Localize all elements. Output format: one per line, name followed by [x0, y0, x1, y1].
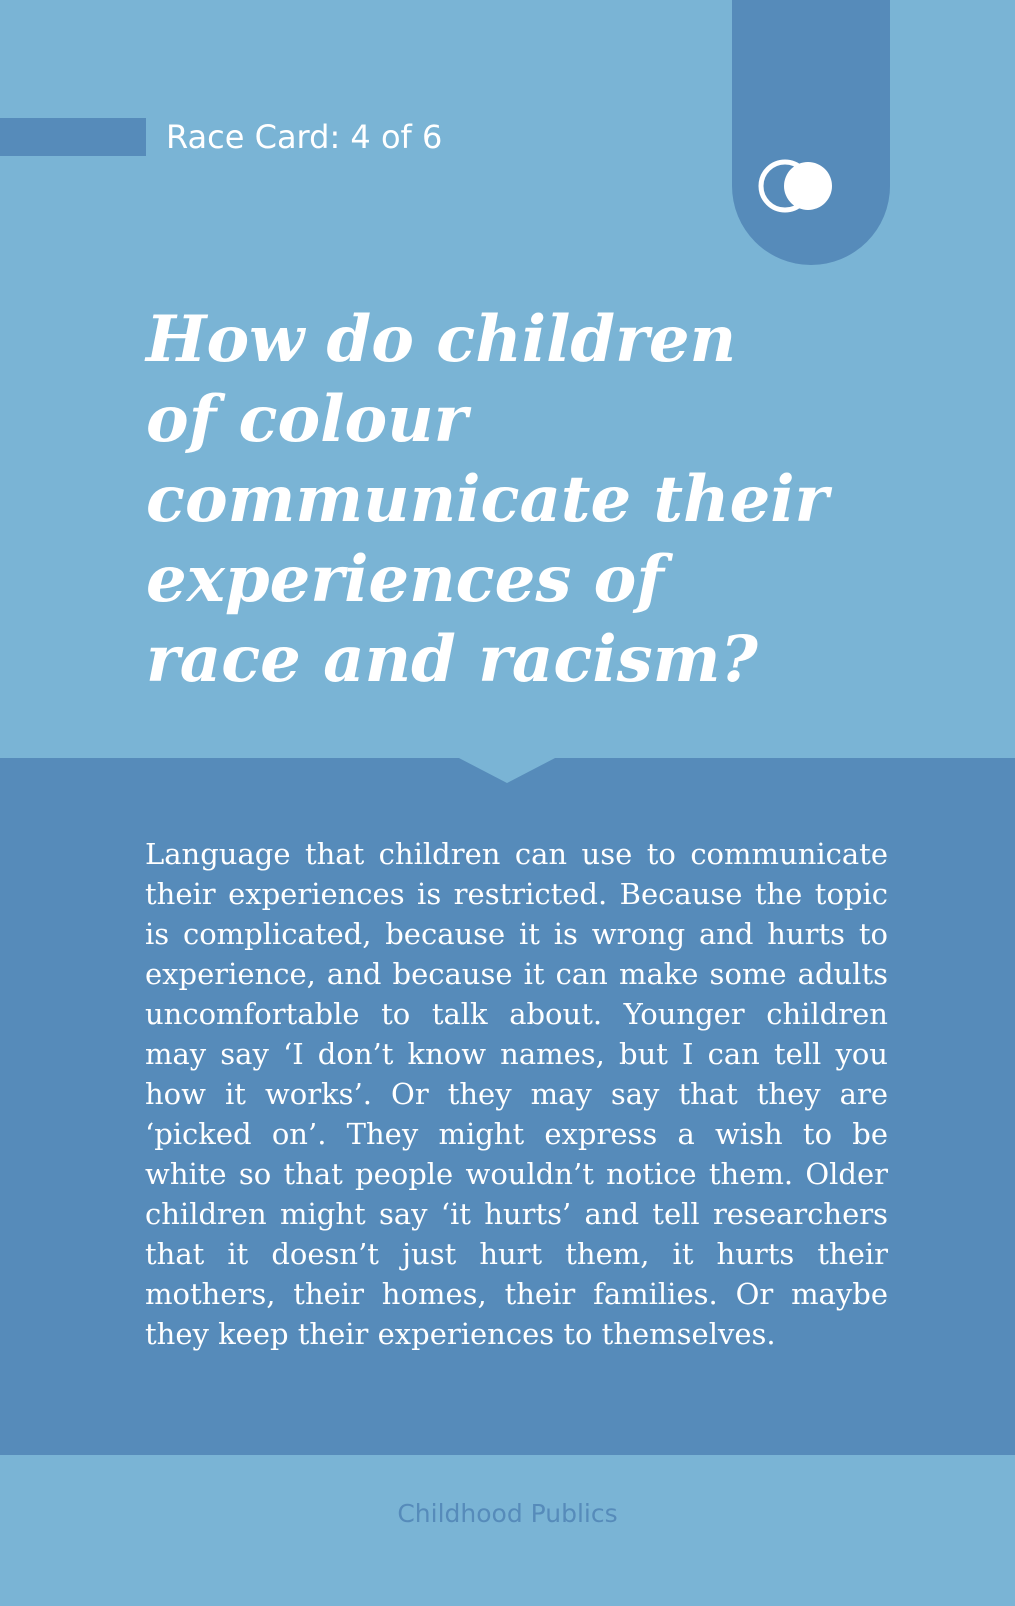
two-circles-logo-icon: [758, 154, 834, 218]
header-accent-bar: [0, 118, 146, 156]
card-label: Race Card: 4 of 6: [166, 118, 443, 156]
question-heading: [146, 300, 906, 700]
question-line: race and racism?: [146, 622, 758, 697]
answer-text: Language that children can use to communicate their experiences is restricted. Because the topic is complicated, because it is wrong and hurts to experience, and because it can make some adults uncomfortable to talk about. Younger children may say ‘I don’t know names, but I can tell you how it works’. Or they may say that they are ‘picked on’. They might express a wish to be white so that people wouldn’t notice them. Older children might say ‘it hurts’ and tell researchers that it doesn’t just hurt them, it hurts their mothers, their homes, their families. Or maybe they keep their experiences to themselves.: [145, 837, 888, 1351]
logo-tab: [732, 0, 890, 265]
question-line: of colour: [146, 382, 468, 457]
question-line: experiences of: [146, 542, 664, 617]
question-line: How do children: [146, 302, 737, 377]
footer-brand: Childhood Publics: [397, 1499, 618, 1528]
panel-notch: [457, 757, 557, 783]
question-line: communicate their: [146, 462, 829, 537]
